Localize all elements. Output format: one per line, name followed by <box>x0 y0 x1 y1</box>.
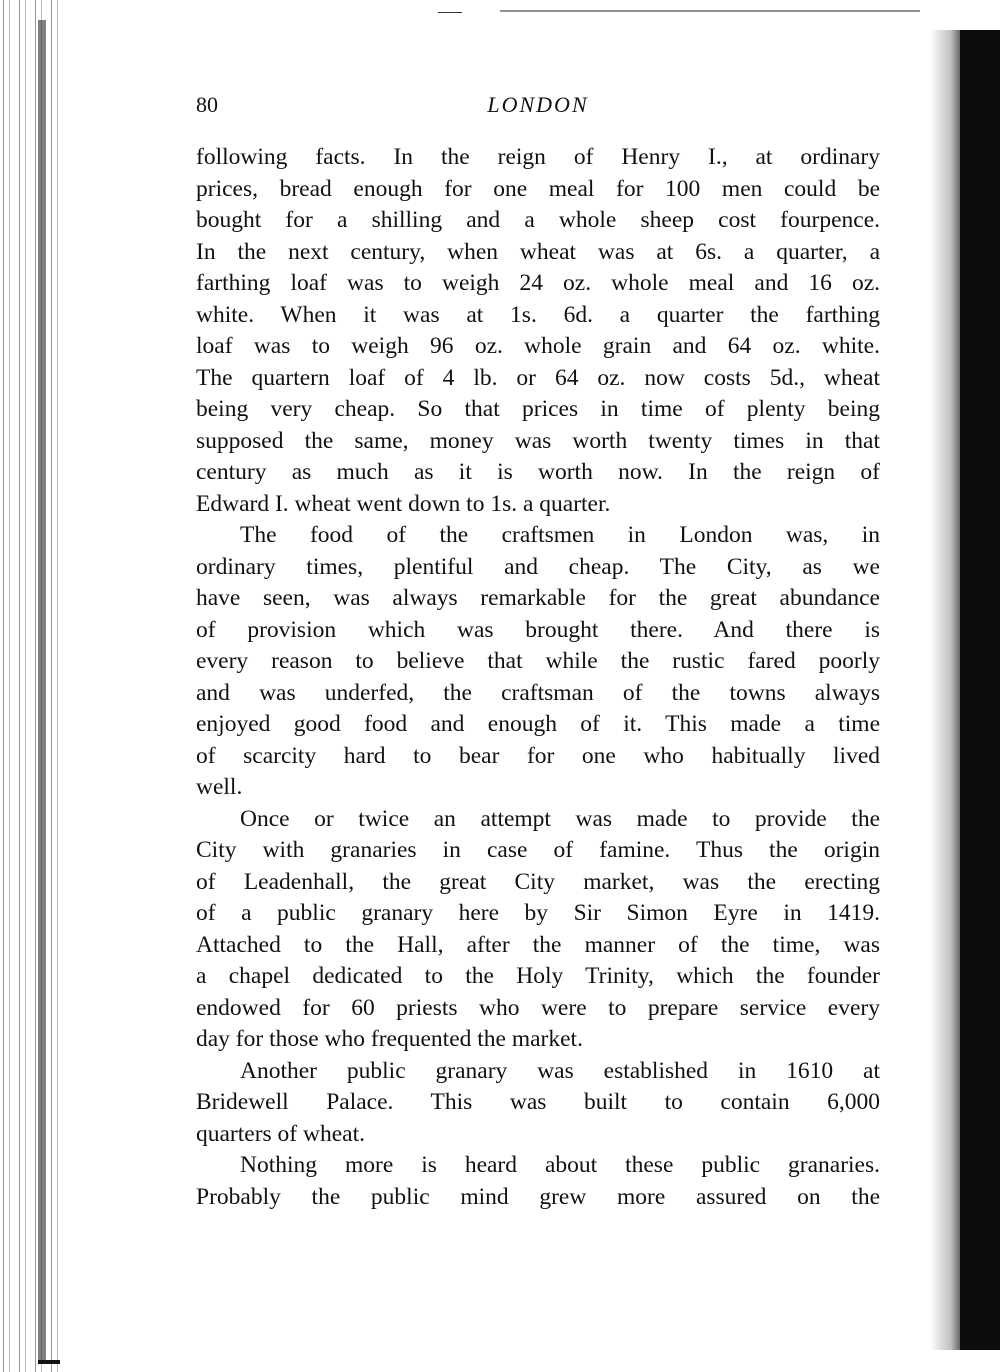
text-line: Bridewell Palace. This was built to contain 6,000 <box>196 1089 880 1115</box>
scan-mark-top <box>438 12 462 13</box>
text-line: a chapel dedicated to the Holy Trinity, which the founder <box>196 963 880 989</box>
text-line: white. When it was at 1s. 6d. a quarter the farthing <box>196 301 880 328</box>
page-header <box>196 92 880 132</box>
text-line: prices, bread enough for one meal for 100 men could be <box>196 175 880 202</box>
text-line: The food of the craftsmen in London was, in <box>240 522 880 548</box>
page-edge-shadow-right <box>930 30 960 1350</box>
text-line: loaf was to weigh 96 oz. whole grain and 64 oz. white. <box>196 333 880 359</box>
text-line: day for those who frequented the market. <box>196 1026 583 1052</box>
paragraph <box>196 1150 880 1213</box>
binding-foot-mark <box>38 1360 60 1364</box>
paragraph <box>196 1056 880 1151</box>
text-line: Another public granary was established in 1610 at <box>240 1057 880 1084</box>
binding-edge-left <box>0 0 62 1372</box>
text-line: Once or twice an attempt was made to provide the <box>240 805 880 832</box>
page-edge-top <box>500 10 920 12</box>
text-line: supposed the same, money was worth twenty times in that <box>196 427 880 454</box>
paragraph <box>196 804 880 1056</box>
text-line: Edward I. wheat went down to 1s. a quarter. <box>196 490 611 517</box>
text-line: bought for a shilling and a whole sheep cost fourpence. <box>196 207 880 233</box>
text-line: being very cheap. So that prices in time of plenty being <box>196 396 880 422</box>
paragraph <box>196 142 880 520</box>
text-line: enjoyed good food and enough of it. This made a time <box>196 711 880 737</box>
text-line: of a public granary here by Sir Simon Eyre in 1419. <box>196 900 880 926</box>
text-line: following facts. In the reign of Henry I., at ordinary <box>196 144 880 170</box>
running-head: LONDON <box>487 92 589 117</box>
text-line: century as much as it is worth now. In the reign of <box>196 459 880 485</box>
paragraph <box>196 520 880 804</box>
text-line: City with granaries in case of famine. Thus the origin <box>196 837 880 863</box>
text-line: farthing loaf was to weigh 24 oz. whole meal and 16 oz. <box>196 270 880 296</box>
text-line: have seen, was always remarkable for the great abundance <box>196 585 880 611</box>
text-line: of Leadenhall, the great City market, was the erecting <box>196 868 880 895</box>
text-line: of scarcity hard to bear for one who habitually lived <box>196 742 880 769</box>
text-line: endowed for 60 priests who were to prepare service every <box>196 994 880 1021</box>
text-line: well. <box>196 774 243 800</box>
text-line: and was underfed, the craftsman of the towns always <box>196 679 880 706</box>
binding-shadow-left <box>38 20 46 1360</box>
text-line: In the next century, when wheat was at 6s. a quarter, a <box>196 238 880 265</box>
text-line: The quartern loaf of 4 lb. or 64 oz. now costs 5d., wheat <box>196 364 880 391</box>
text-line: ordinary times, plentiful and cheap. The City, as we <box>196 553 880 580</box>
text-line: every reason to believe that while the rustic fared poorly <box>196 648 880 674</box>
text-line: quarters of wheat. <box>196 1120 365 1147</box>
text-line: of provision which was brought there. And there is <box>196 616 880 643</box>
page-edge-right <box>960 30 1000 1350</box>
page-number: 80 <box>196 92 218 117</box>
text-line: Probably the public mind grew more assured on the <box>196 1183 880 1210</box>
text-line: Attached to the Hall, after the manner of the time, was <box>196 931 880 958</box>
body-text <box>196 142 880 1213</box>
text-line: Nothing more is heard about these public granaries. <box>240 1152 880 1178</box>
